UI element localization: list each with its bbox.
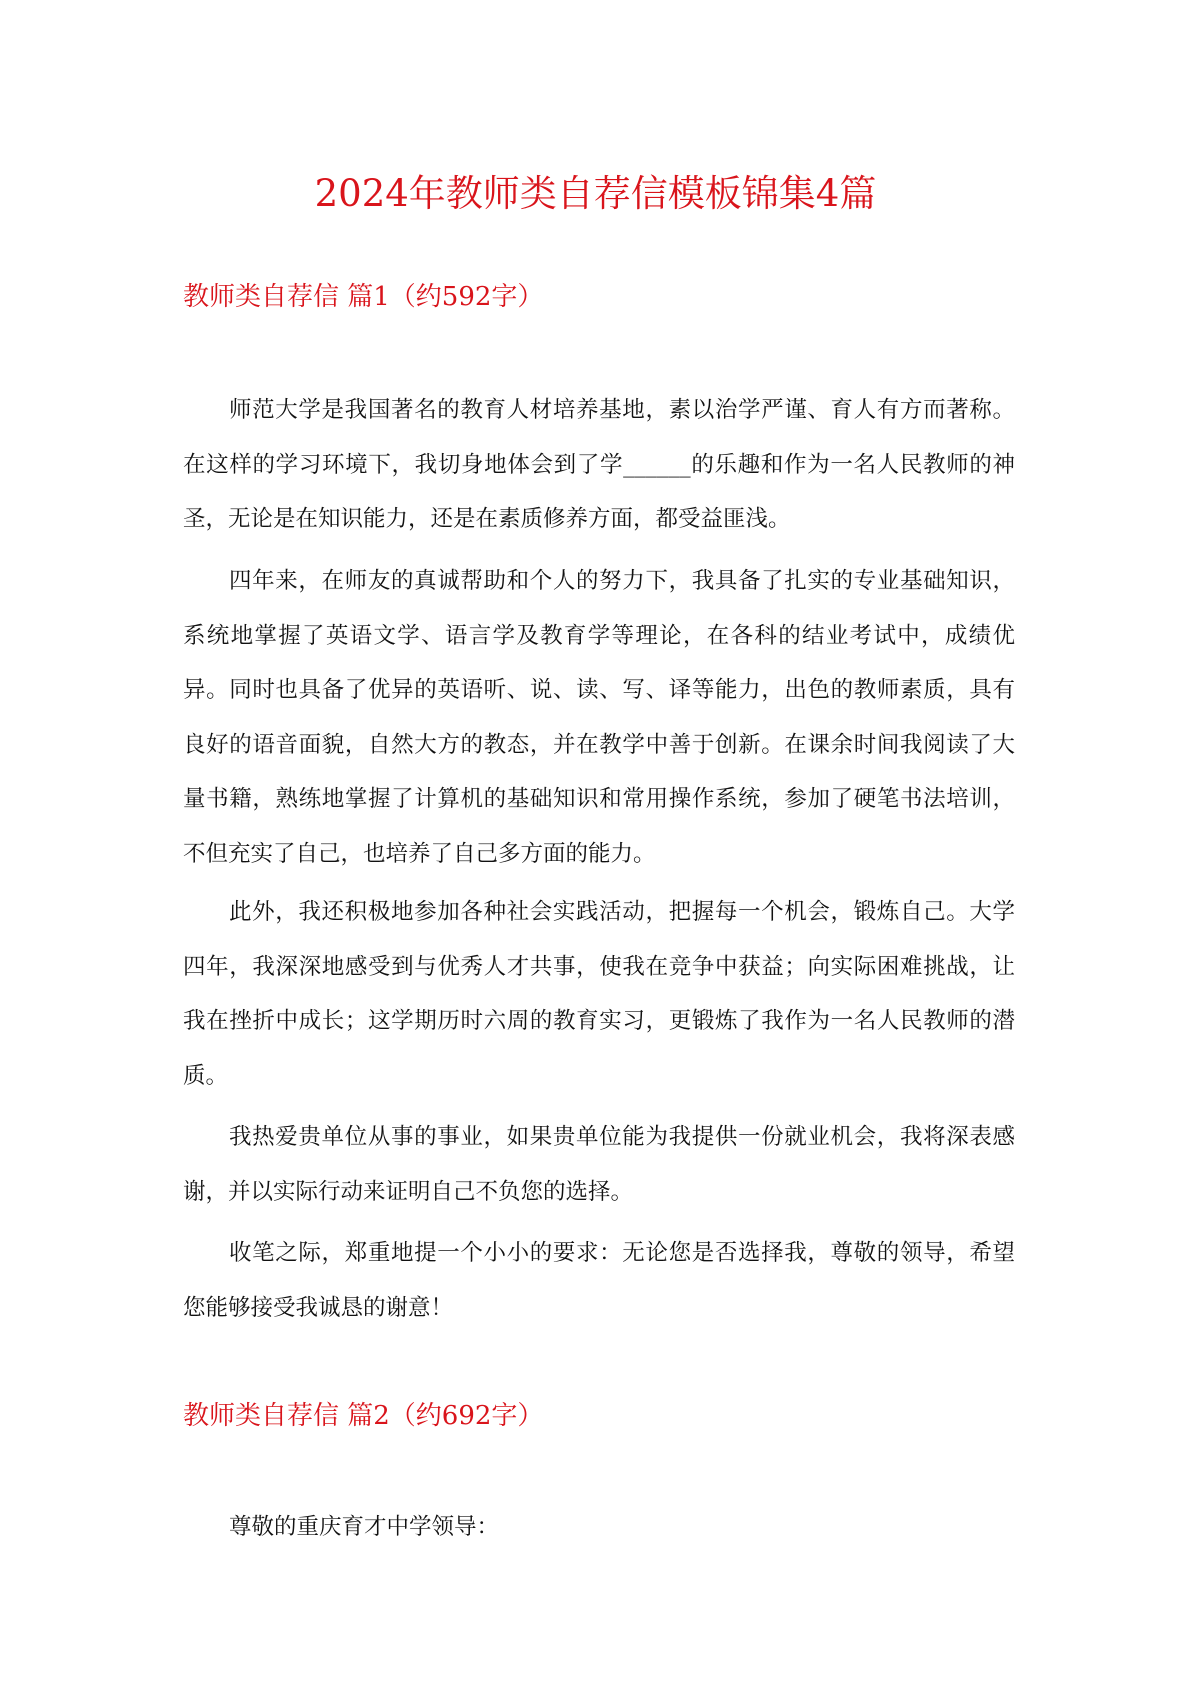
paragraph: 四年来，在师友的真诚帮助和个人的努力下，我具备了扎实的专业基础知识，系统地掌握了英语文学、语言学及教育学等理论，在各科的结业考试中，成绩优异。同时也具备了优异的英语听、说、读、写、译等能力，出色的教师素质，具有良好的语音面貌，自然大方的教态，并在教学中善于创新。在课余时间我阅读了大量书籍，熟练地掌握了计算机的基础知识和常用操作系统，参加了硬笔书法培训，不但充实了自己，也培养了自己多方面的能力。 xyxy=(183,568,1015,867)
paragraph: 收笔之际，郑重地提一个小小的要求：无论您是否选择我，尊敬的领导，希望您能够接受我诚恳的谢意！ xyxy=(183,1240,1015,1321)
section-heading-1: 教师类自荐信 篇1（约592字） xyxy=(183,282,544,312)
paragraph: 师范大学是我国著名的教育人材培养基地，素以治学严谨、育人有方而著称。在这样的学习环境下，我切身地体会到了学______的乐趣和作为一名人民教师的神圣，无论是在知识能力，还是在素质修养方面，都受益匪浅。 xyxy=(183,397,1015,532)
paragraph: 我热爱贵单位从事的事业，如果贵单位能为我提供一份就业机会，我将深表感谢，并以实际行动来证明自己不负您的选择。 xyxy=(183,1124,1015,1205)
paragraph: 此外，我还积极地参加各种社会实践活动，把握每一个机会，锻炼自己。大学四年，我深深地感受到与优秀人才共事，使我在竞争中获益；向实际困难挑战，让我在挫折中成长；这学期历时六周的教育实习，更锻炼了我作为一名人民教师的潜质。 xyxy=(183,899,1015,1089)
salutation: 尊敬的重庆育才中学领导： xyxy=(229,1514,500,1540)
document-title: 2024年教师类自荐信模板锦集4篇 xyxy=(314,172,877,215)
section-heading-2: 教师类自荐信 篇2（约692字） xyxy=(183,1401,544,1431)
